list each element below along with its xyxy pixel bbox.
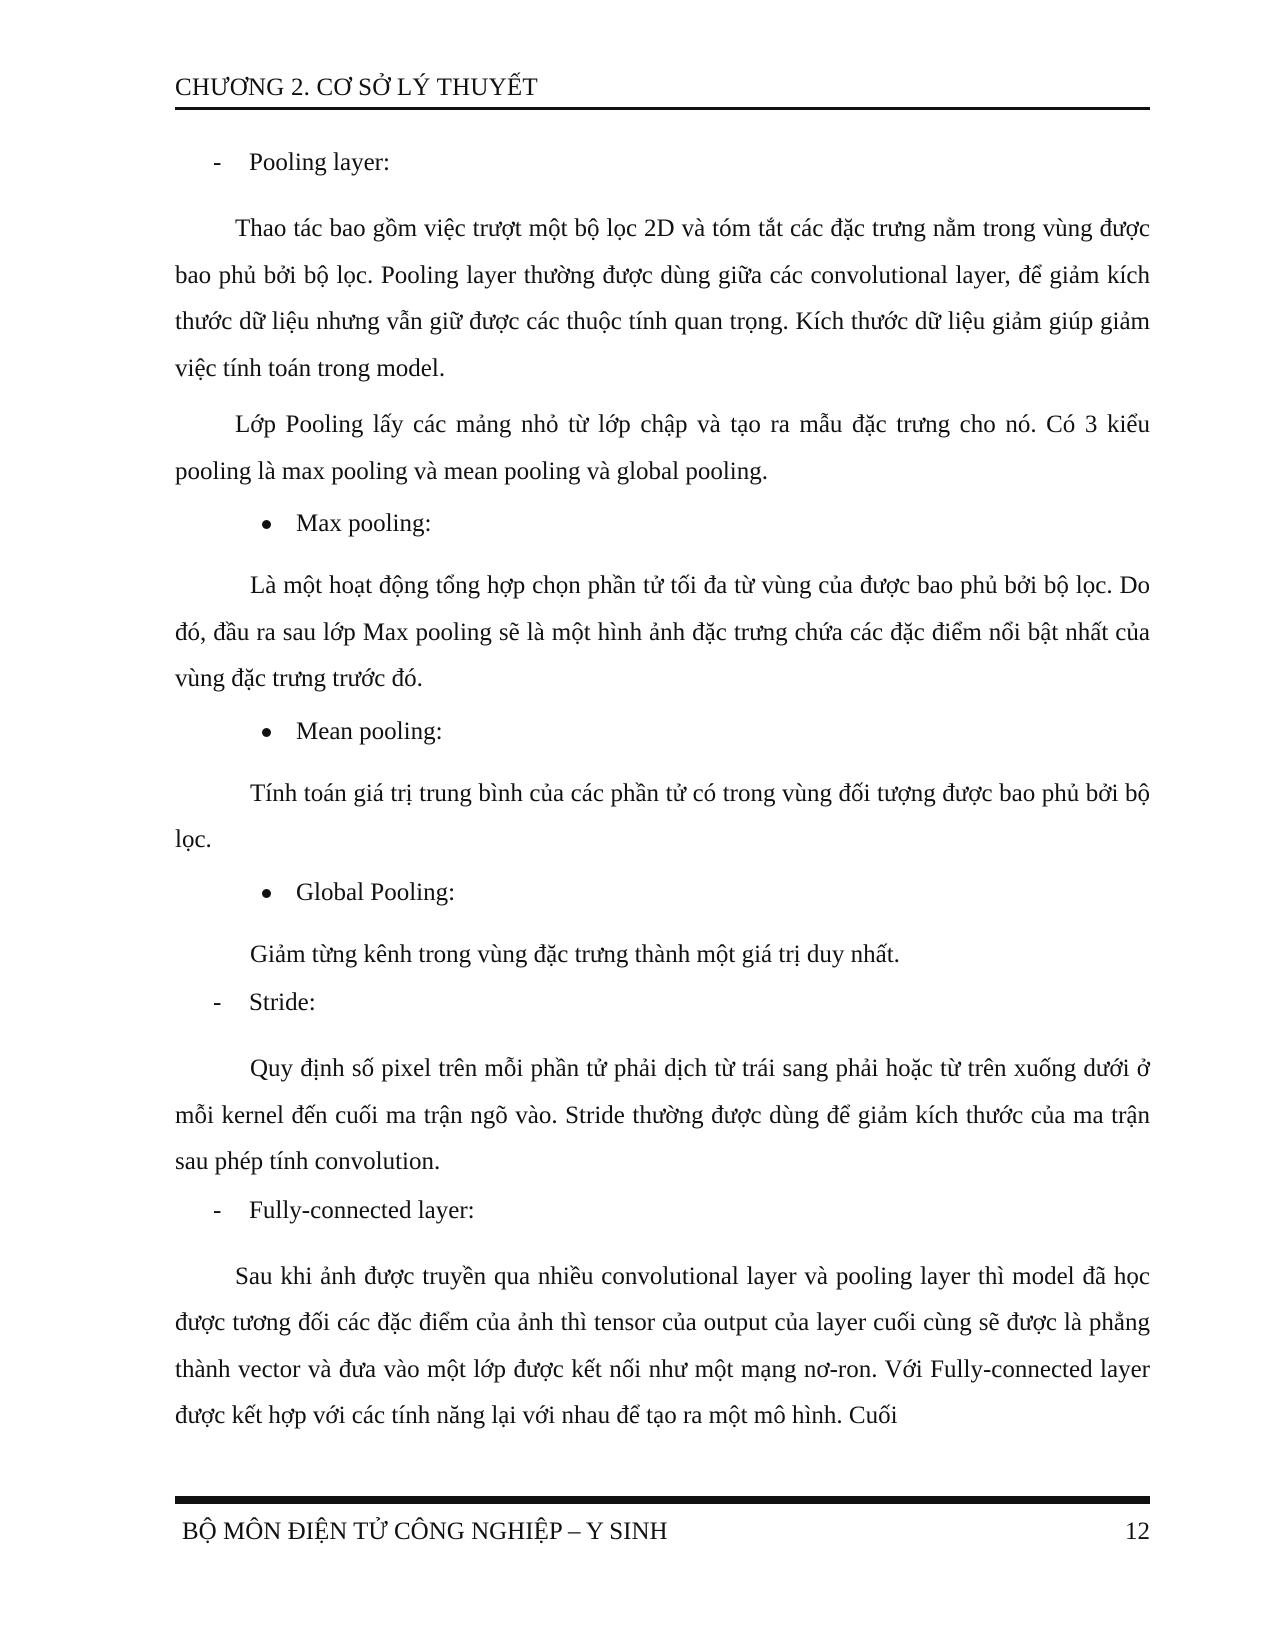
max-pooling-bullet bbox=[175, 509, 1150, 539]
dash-marker: - bbox=[213, 989, 222, 1016]
fully-connected-heading bbox=[175, 1196, 1150, 1226]
dash-marker: - bbox=[213, 1196, 222, 1224]
stride-paragraph: Quy định số pixel trên mỗi phần tử phải dịch từ trái sang phải hoặc từ trên xuống dưới ở mỗi kernel đến cuối ma trận ngõ vào. Stride thường được dùng để giảm kích thước của ma trận sau phép tính convolution. bbox=[175, 1055, 1150, 1175]
pooling-paragraph-2: Lớp Pooling lấy các mảng nhỏ từ lớp chập và tạo ra mẫu đặc trưng cho nó. Có 3 kiểu pooling là max pooling và mean pooling và global pooling. bbox=[175, 411, 1150, 485]
bullet-dot-icon bbox=[262, 728, 271, 737]
dash-marker: - bbox=[213, 149, 222, 176]
global-pooling-bullet bbox=[175, 878, 1150, 908]
pooling-layer-heading bbox=[175, 148, 1150, 178]
footer-divider bbox=[175, 1496, 1150, 1504]
fully-connected-paragraph: Sau khi ảnh được truyền qua nhiều convolutional layer và pooling layer thì model đã học được tương đối các đặc điểm của ảnh thì tensor của output của layer cuối cùng sẽ được là phẳng thành vector và đưa vào một lớp được kết nối như một mạng nơ-ron. Với Fully-connected layer được kết hợp với các tính năng lại với nhau để tạo ra một mô hình. Cuối bbox=[175, 1262, 1150, 1429]
max-pooling-paragraph: Là một hoạt động tổng hợp chọn phần tử tối đa từ vùng của được bao phủ bởi bộ lọc. Do đó, đầu ra sau lớp Max pooling sẽ là một hình ảnh đặc trưng chứa các đặc điểm nổi bật nhất của vùng đặc trưng trước đó. bbox=[175, 572, 1150, 692]
heading-label: Stride: bbox=[249, 989, 316, 1016]
stride-heading bbox=[175, 988, 1150, 1018]
heading-label: Pooling layer: bbox=[249, 149, 390, 176]
header-divider bbox=[175, 107, 1150, 110]
bullet-label: Global Pooling: bbox=[296, 878, 456, 906]
footer-department: BỘ MÔN ĐIỆN TỬ CÔNG NGHIỆP – Y SINH bbox=[182, 1518, 668, 1545]
heading-label: Fully-connected layer: bbox=[249, 1196, 475, 1224]
pooling-paragraph-1: Thao tác bao gồm việc trượt một bộ lọc 2D và tóm tắt các đặc trưng nằm trong vùng được bao phủ bởi bộ lọc. Pooling layer thường được dùng giữa các convolutional layer, để giảm kích thước dữ liệu nhưng vẫn giữ được các thuộc tính quan trọng. Kích thước dữ liệu giảm giúp giảm việc tính toán trong model. bbox=[175, 215, 1150, 382]
bullet-dot-icon bbox=[262, 520, 271, 529]
global-pooling-paragraph: Giảm từng kênh trong vùng đặc trưng thành một giá trị duy nhất. bbox=[250, 940, 900, 968]
mean-pooling-bullet bbox=[175, 717, 1150, 747]
mean-pooling-paragraph: Tính toán giá trị trung bình của các phần tử có trong vùng đối tượng được bao phủ bởi bộ lọc. bbox=[175, 779, 1150, 853]
page-number: 12 bbox=[1125, 1518, 1150, 1545]
bullet-dot-icon bbox=[262, 889, 271, 898]
bullet-label: Max pooling: bbox=[296, 510, 432, 537]
page-body bbox=[175, 148, 1150, 1450]
chapter-header: CHƯƠNG 2. CƠ SỞ LÝ THUYẾT bbox=[175, 74, 538, 101]
bullet-label: Mean pooling: bbox=[296, 717, 443, 745]
